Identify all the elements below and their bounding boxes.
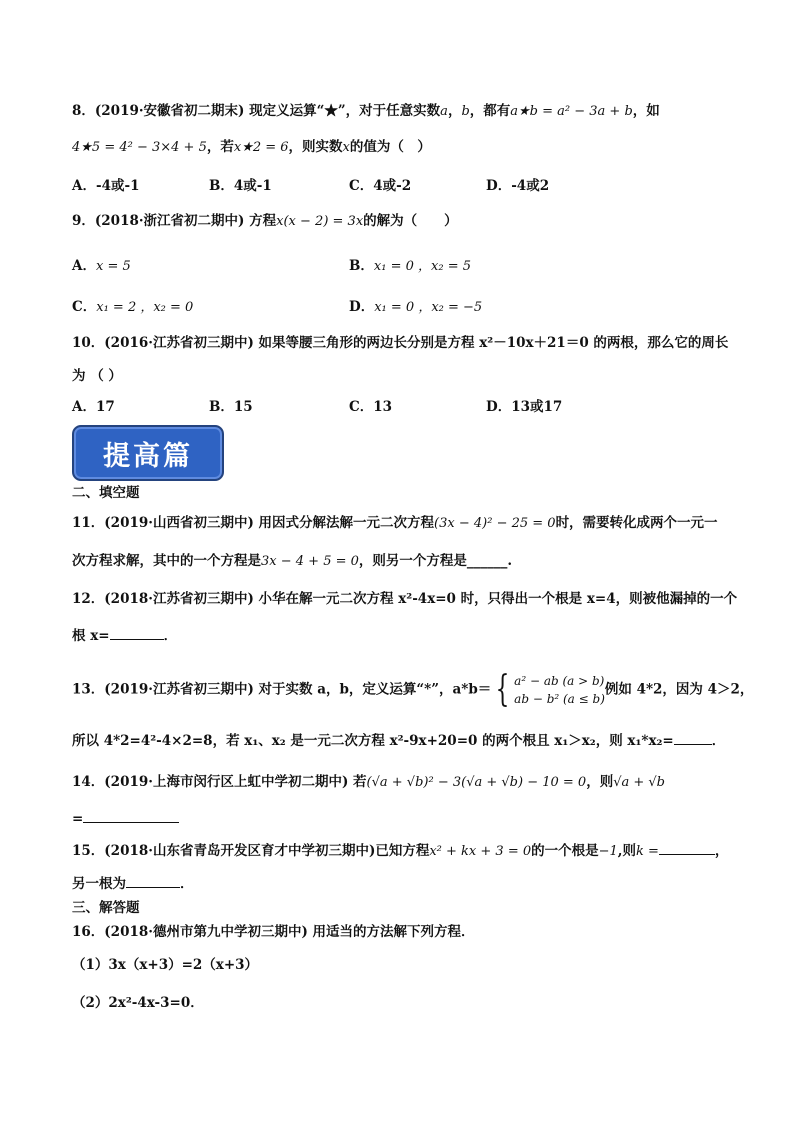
q9-option-b[interactable] bbox=[349, 256, 471, 277]
q9-option-d[interactable] bbox=[349, 297, 482, 318]
q8-var-b: b bbox=[461, 104, 470, 119]
q14-line2 bbox=[72, 808, 179, 829]
q12-line2-prefix: 根 x= bbox=[72, 628, 110, 644]
q9-option-c-label: C． bbox=[72, 299, 97, 315]
q14-expression: √a + √b bbox=[613, 775, 665, 790]
q10-line1: 10．(2016·江苏省初三期中) 如果等腰三角形的两边长分别是方程 x²－10x＋21＝0 的两根，那么它的周长 bbox=[72, 335, 729, 351]
q11-line2 bbox=[72, 551, 512, 572]
q13-suffix: 例如 4*2，因为 4＞2， bbox=[604, 681, 754, 698]
q9-option-b-value: x₁ = 0 ，x₂ = 5 bbox=[373, 259, 471, 274]
q15-k: k = bbox=[635, 844, 659, 859]
q13-case2: ab − b² (a ≤ b) bbox=[514, 692, 605, 706]
q13-line2-text: 所以 4*2=4²-4×2=8，若 x₁、x₂ 是一元二次方程 x²-9x+20=0 的两个根且 x₁＞x₂，则 x₁*x₂= bbox=[72, 733, 674, 749]
q15-equation: x² + kx + 3 = 0 bbox=[429, 844, 532, 859]
q9-prefix: 9．(2018·浙江省初二期中) 方程 bbox=[72, 213, 277, 229]
q10-line2: 为 （ ） bbox=[72, 368, 122, 384]
q12-line2-suffix: ． bbox=[163, 628, 178, 644]
q14-equals: = bbox=[72, 811, 84, 827]
q9-option-d-value: x₁ = 0 ，x₂ = −5 bbox=[374, 300, 483, 315]
q15-line2 bbox=[72, 873, 194, 894]
q14-mid: ，则 bbox=[586, 774, 614, 790]
q15-line2-prefix: 另一根为 bbox=[72, 876, 126, 892]
q9-line bbox=[72, 211, 458, 232]
q16-sub2: （2）2x²-4x-3=0． bbox=[72, 995, 204, 1011]
q11-line1 bbox=[72, 513, 718, 534]
q8-mid3: ，则实数 bbox=[288, 139, 343, 155]
q9-option-a-value: x = 5 bbox=[95, 259, 131, 274]
q11-prefix: 11．(2019·山西省初三期中) 用因式分解法解一元二次方程 bbox=[72, 515, 435, 531]
q9-option-a[interactable] bbox=[72, 256, 131, 277]
q15-line1 bbox=[72, 840, 728, 862]
section-banner bbox=[72, 425, 224, 481]
q8-example: 4★5 = 4² − 3×4 + 5 bbox=[72, 140, 207, 155]
q13-brace: { bbox=[495, 669, 510, 710]
q12-line2 bbox=[72, 625, 177, 646]
q9-option-b-label: B． bbox=[349, 258, 374, 274]
q8-option-a[interactable]: A．-4或-1 bbox=[72, 178, 140, 194]
q14-equation: (√a + √b)² − 3(√a + √b) − 10 = 0 bbox=[366, 775, 587, 790]
q10-option-b[interactable]: B．15 bbox=[209, 399, 253, 415]
q15-k-blank[interactable] bbox=[659, 840, 715, 855]
q8-condition: x★2 = 6 bbox=[233, 140, 289, 155]
q8-option-c[interactable]: C．4或-2 bbox=[349, 178, 412, 194]
q11-suffix: 时，需要转化成两个一元一 bbox=[555, 515, 718, 531]
q12-answer-blank[interactable] bbox=[110, 625, 164, 640]
q15-root-blank[interactable] bbox=[126, 873, 180, 888]
q8-mid: ，都有 bbox=[469, 103, 511, 119]
q9-equation: x(x − 2) = 3x bbox=[276, 214, 364, 229]
q15-suffix: ， bbox=[714, 843, 729, 859]
q15-prefix: 15．(2018·山东省青岛开发区育才中学初三期中)已知方程 bbox=[72, 843, 430, 859]
q9-option-c-value: x₁ = 2 ，x₂ = 0 bbox=[96, 300, 194, 315]
q8-var-a: a bbox=[440, 104, 448, 119]
q15-mid2: ,则 bbox=[617, 843, 636, 859]
q13-line2-suffix: ． bbox=[711, 733, 726, 749]
q8-line1 bbox=[72, 101, 660, 122]
q10-option-d[interactable]: D．13或17 bbox=[486, 399, 563, 415]
section-banner-text: 提高篇 bbox=[103, 440, 193, 472]
q8-suffix: ，如 bbox=[632, 103, 660, 119]
q16-sub1: （1）3x（x+3）=2（x+3） bbox=[72, 957, 259, 973]
q16-line1: 16．(2018·德州市第九中学初三期中) 用适当的方法解下列方程． bbox=[72, 924, 475, 940]
q9-suffix: 的解为（ ） bbox=[363, 213, 458, 229]
q8-option-b[interactable]: B．4或-1 bbox=[209, 178, 272, 194]
q13-cases bbox=[514, 672, 605, 708]
q13-answer-blank[interactable] bbox=[674, 730, 712, 745]
q14-answer-blank[interactable] bbox=[83, 808, 179, 823]
q13-case1: a² − ab (a > b) bbox=[514, 674, 605, 688]
q8-line2 bbox=[72, 137, 431, 158]
q8-mid2: ，若 bbox=[206, 139, 234, 155]
q13-line1 bbox=[72, 669, 754, 710]
q11-equation: (3x − 4)² − 25 = 0 bbox=[434, 516, 556, 531]
q12-line1: 12．(2018·江苏省初三期中) 小华在解一元二次方程 x²-4x=0 时，只得出一个根是 x=4，则被他漏掉的一个 bbox=[72, 591, 738, 607]
q8-prefix: 8．(2019·安徽省初二期末) 现定义运算“★”，对于任意实数 bbox=[72, 103, 441, 119]
q9-option-d-label: D． bbox=[349, 299, 375, 315]
q11-line2-prefix: 次方程求解，其中的一个方程是 bbox=[72, 553, 261, 569]
q15-line2-suffix: ． bbox=[180, 876, 194, 892]
q9-option-c[interactable] bbox=[72, 297, 193, 318]
q13-prefix: 13．(2019·江苏省初三期中) 对于实数 a，b，定义运算“*”，a*b＝ bbox=[72, 681, 492, 698]
q8-suffix2: 的值为（ ） bbox=[349, 139, 431, 155]
q15-root: −1 bbox=[598, 844, 618, 859]
q8-var-x: x bbox=[342, 140, 350, 155]
q14-line1 bbox=[72, 772, 665, 793]
q9-option-a-label: A． bbox=[72, 258, 96, 274]
q13-piecewise bbox=[491, 669, 605, 710]
q8-sep: ， bbox=[447, 103, 462, 119]
q14-prefix: 14．(2019·上海市闵行区上虹中学初二期中) 若 bbox=[72, 774, 367, 790]
q8-definition: a★b = a² − 3a + b bbox=[510, 104, 633, 119]
q8-option-d[interactable]: D．-4或2 bbox=[486, 178, 550, 194]
q13-line2 bbox=[72, 730, 725, 751]
q10-option-c[interactable]: C．13 bbox=[349, 399, 393, 415]
q11-line2-suffix: ，则另一个方程是______. bbox=[358, 553, 513, 569]
q10-option-a[interactable]: A．17 bbox=[72, 399, 115, 415]
section-solve-heading: 三、解答题 bbox=[72, 900, 140, 916]
q11-given-equation: 3x − 4 + 5 = 0 bbox=[261, 554, 359, 569]
q15-mid: 的一个根是 bbox=[531, 843, 599, 859]
section-fill-in-heading: 二、填空题 bbox=[72, 485, 140, 501]
